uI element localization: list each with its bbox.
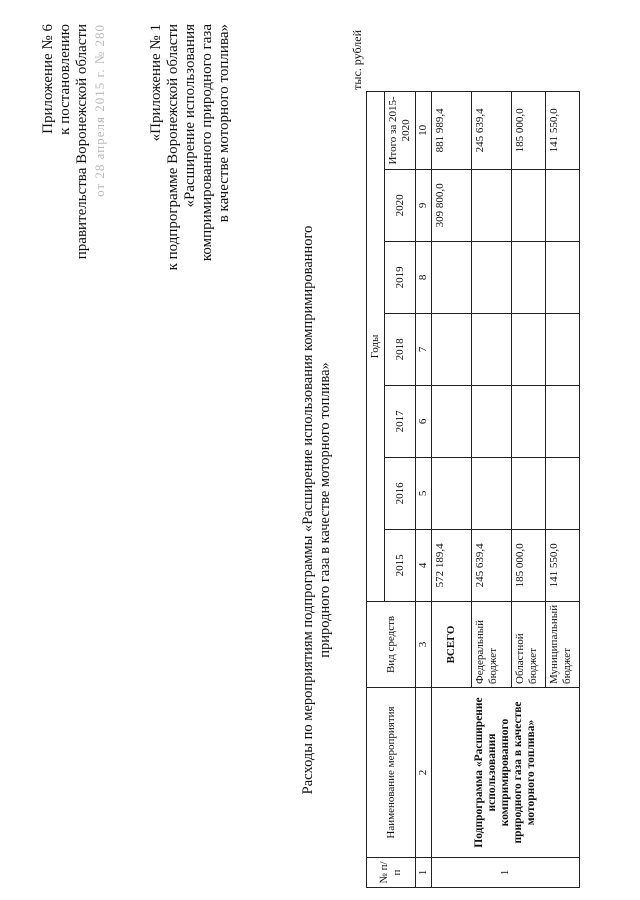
header-year: 2018 [385,313,416,385]
value-cell-2019 [546,241,580,313]
source-cell: Федеральный бюджет [472,601,512,687]
header-year: 2016 [385,457,416,529]
appendix-1-line: в качестве моторного топлива» [216,24,232,223]
value-cell-2017 [546,385,580,457]
value-cell-2020 [546,169,580,241]
value-cell-2017 [512,385,546,457]
appendix-6-line: правительства Воронежской области [74,24,90,260]
column-number: 5 [416,457,432,529]
column-number: 7 [416,313,432,385]
value-cell-2015: 572 189,4 [432,529,472,601]
header-year: 2015 [385,529,416,601]
value-cell-total: 185 000,0 [512,91,546,169]
column-number-row [416,91,432,887]
value-cell-2018 [432,313,472,385]
appendix-1-line: к подпрограмме Воронежской области [165,24,181,271]
header-year: 2020 [385,169,416,241]
value-cell-2015: 185 000,0 [512,529,546,601]
column-number: 1 [416,858,432,888]
appendix-1-header [148,24,233,270]
column-number: 3 [416,601,432,687]
column-number: 2 [416,688,432,858]
value-cell-2018 [512,313,546,385]
value-cell-total: 245 639,4 [472,91,512,169]
expenses-table [366,91,580,888]
value-cell-2020 [512,169,546,241]
appendix-6-title: Приложение № 6 [40,24,56,134]
value-cell-2017 [432,385,472,457]
value-cell-2016 [472,457,512,529]
header-no: № п/п [367,858,416,888]
header-years-group: Годы [367,91,385,601]
appendix-1-line: «Расширение использования [182,24,198,208]
header-name: Наименование мероприятия [367,688,416,858]
value-cell-2016 [546,457,580,529]
appendix-6-line: к постановлению [57,24,73,135]
unit-label: тыс. рублей [350,30,364,90]
value-cell-2019 [432,241,472,313]
document-title: Расходы по мероприятиям подпрограммы «Расширение использования компримированного природного газа в качестве моторного топлива» [300,225,333,795]
value-cell-2018 [546,313,580,385]
header-total: Итого за 2015-2020 [385,91,416,169]
value-cell-2018 [472,313,512,385]
source-cell: Муниципальный бюджет [546,601,580,687]
column-number: 9 [416,169,432,241]
header-source: Вид средств [367,601,416,687]
value-cell-2015: 245 639,4 [472,529,512,601]
resolution-stamp: от 28 апреля 2015 г. № 280 [92,24,107,197]
header-row [367,91,385,887]
value-cell-2017 [472,385,512,457]
value-cell-total: 141 550,0 [546,91,580,169]
value-cell-2015: 141 550,0 [546,529,580,601]
column-number: 10 [416,91,432,169]
table-row-total [432,91,472,887]
program-number: 1 [432,858,580,888]
value-cell-2020: 309 800,0 [432,169,472,241]
header-year: 2017 [385,385,416,457]
value-cell-2019 [472,241,512,313]
header-year: 2019 [385,241,416,313]
value-cell-2020 [472,169,512,241]
value-cell-2016 [432,457,472,529]
column-number: 4 [416,529,432,601]
expenses-table-wrapper [366,91,580,888]
value-cell-2016 [512,457,546,529]
column-number: 8 [416,241,432,313]
appendix-1-title: «Приложение № 1 [148,24,164,142]
value-cell-total: 881 989,4 [432,91,472,169]
appendix-6-header [40,24,108,259]
program-name: Подпрограмма «Расширение использования компримированного природного газа в качестве моторного топлива» [432,688,580,858]
column-number: 6 [416,385,432,457]
appendix-1-line: компримированного природного газа [199,24,215,262]
value-cell-2019 [512,241,546,313]
source-cell: ВСЕГО [432,601,472,687]
source-cell: Областной бюджет [512,601,546,687]
